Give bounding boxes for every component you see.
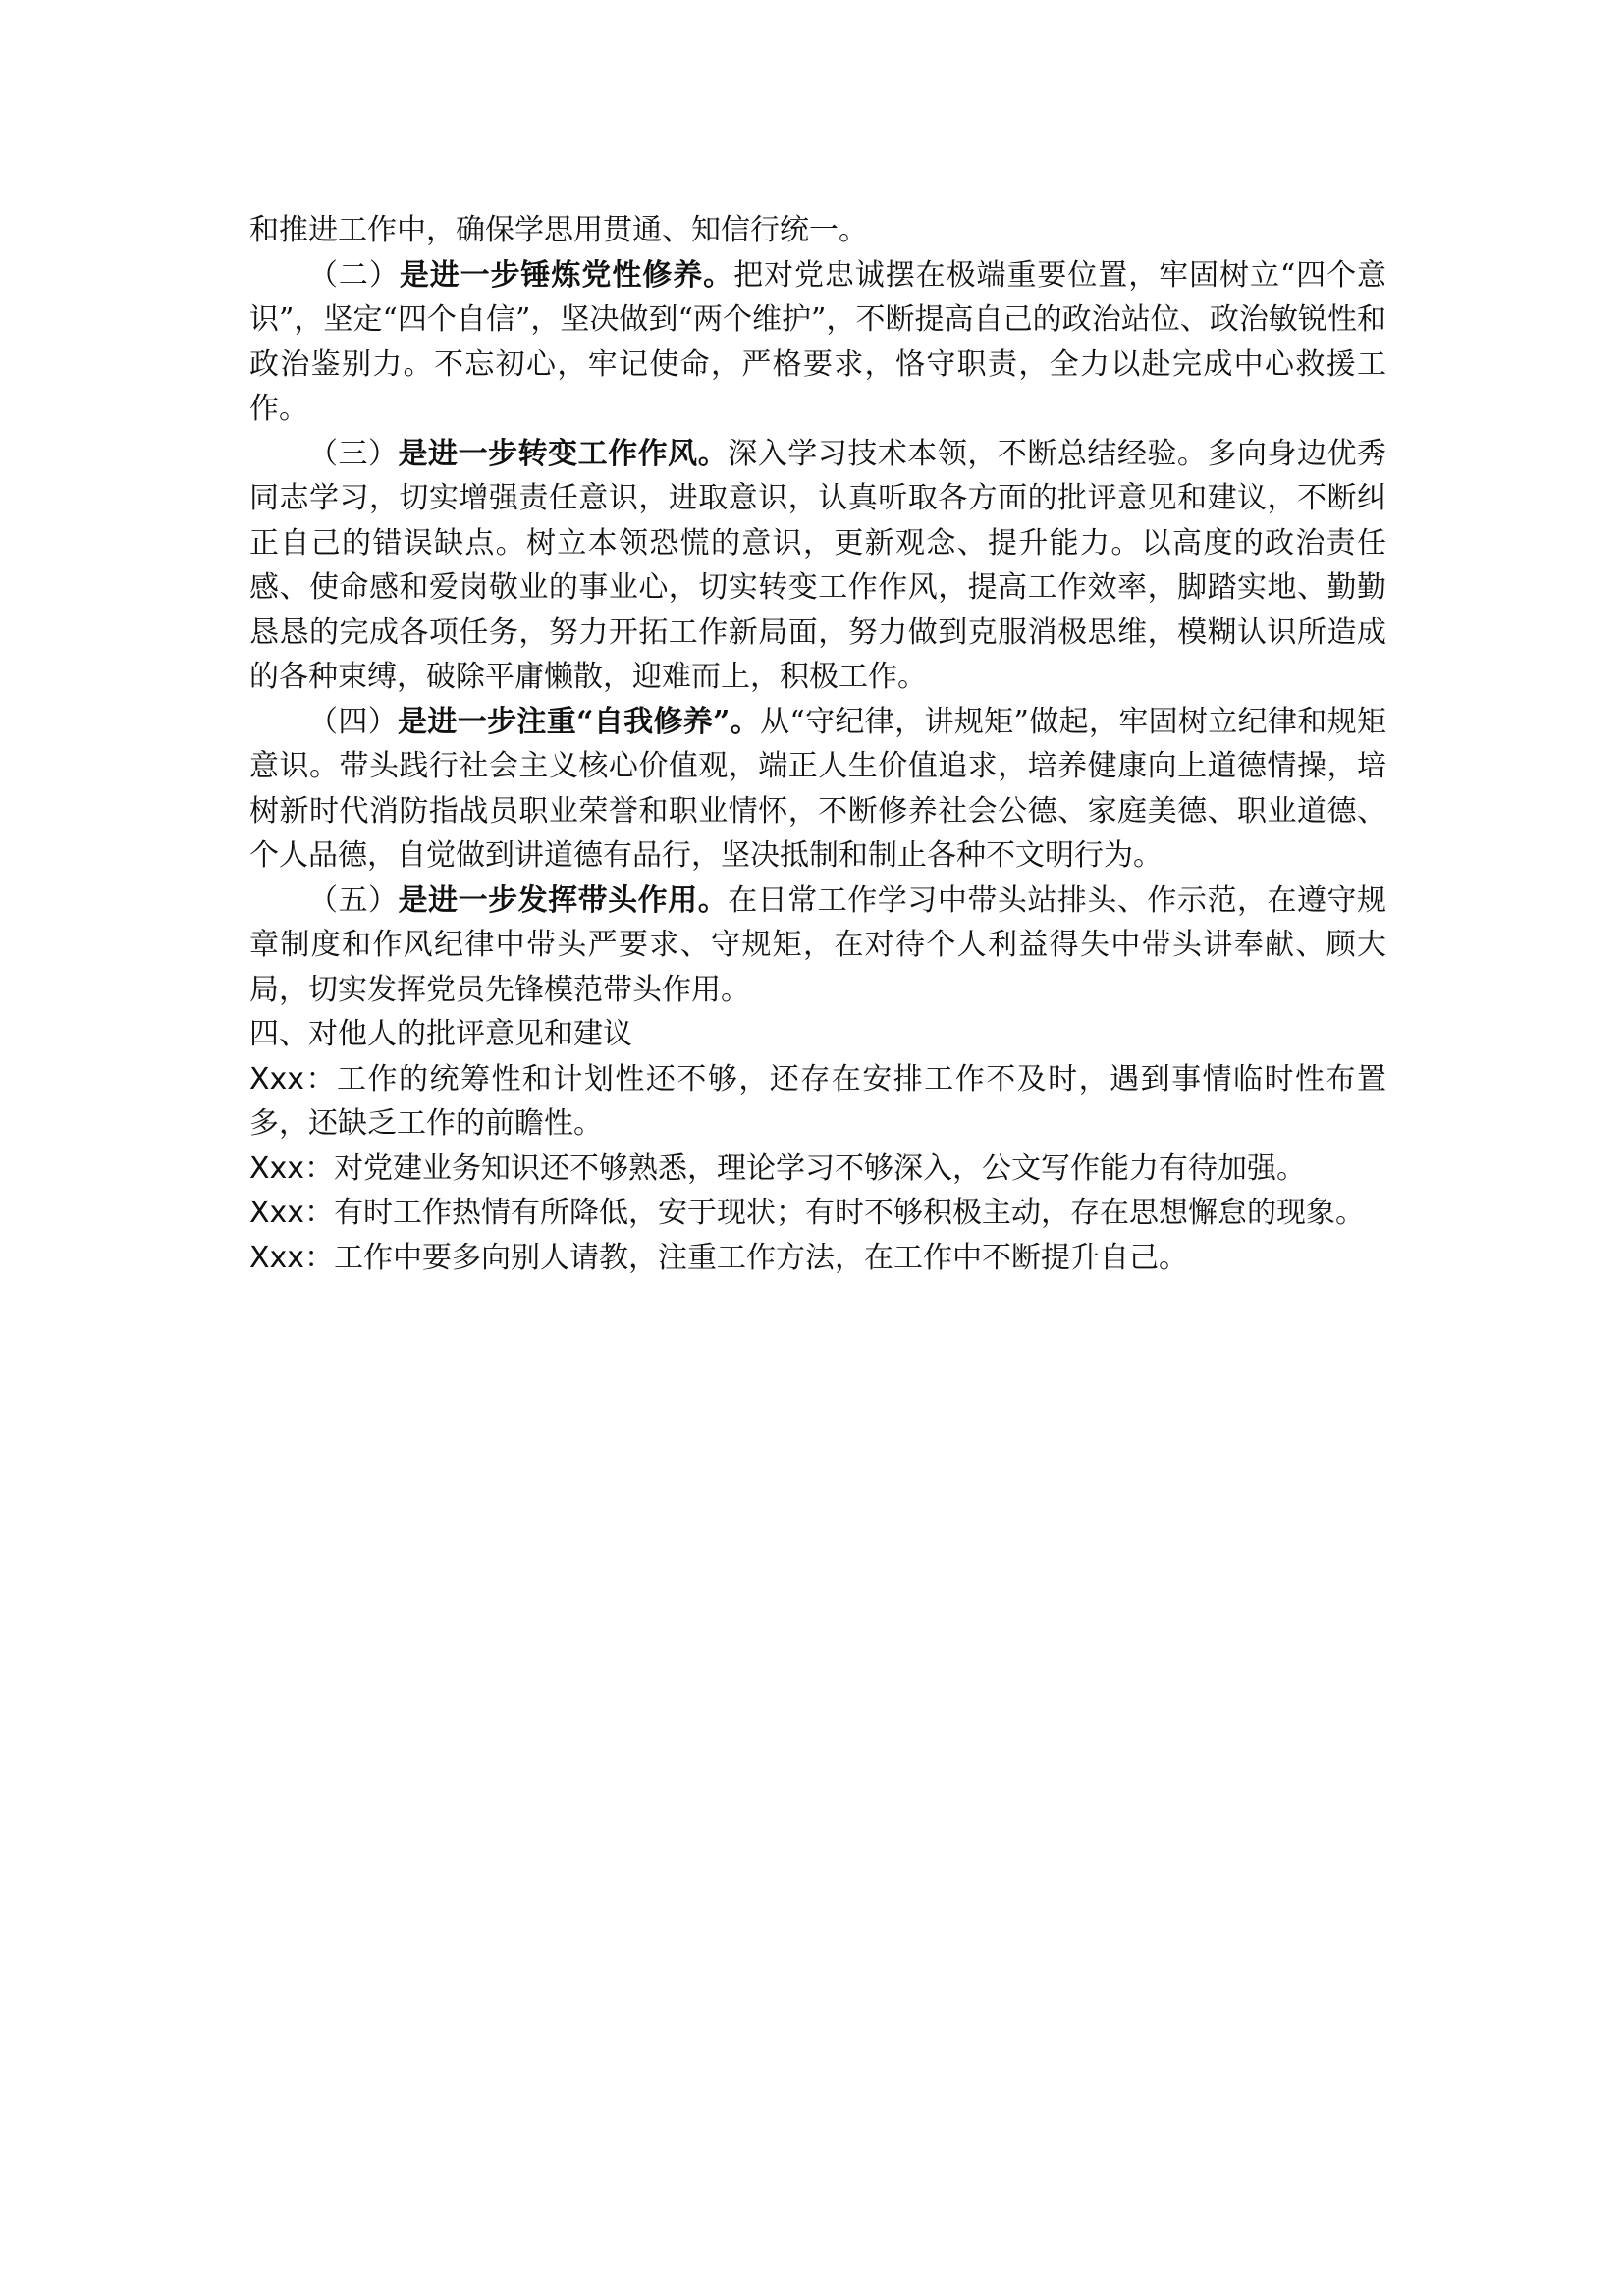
- point-body: 深入学习技术本领，不断总结经验。多向身边优秀同志学习，切实增强责任意识，进取意识，认真听取各方面的批评意见和建议，不断纠正自己的错误缺点。树立本领恐慌的意识，更新观念、提升能力。以高度的政治责任感、使命感和爱岗敬业的事业心，切实转变工作作风，提高工作效率，脚踏实地、勤勤恳恳的完成各项任务，努力开拓工作新局面，努力做到克服消极思维，模糊认识所造成的各种束缚，破除平庸懒散，迎难而上，积极工作。: [249, 436, 1387, 694]
- point-3: [249, 432, 1386, 700]
- comment-item: [249, 1057, 1386, 1147]
- point-heading: 是进一步锤炼党性修养。: [399, 257, 734, 293]
- point-4: [249, 700, 1386, 879]
- point-heading: 是进一步发挥带头作用。: [398, 882, 729, 918]
- point-heading: 是进一步转变工作作风。: [398, 436, 729, 471]
- point-2: [249, 253, 1386, 432]
- point-label: （三）: [308, 436, 399, 471]
- comment-text: 工作的统筹性和计划性还不够，还存在安排工作不及时，遇到事情临时性布置多，还缺乏工作的前瞻性。: [249, 1061, 1386, 1141]
- comment-separator: ：: [304, 1150, 335, 1186]
- point-body: 把对党忠诚摆在极端重要位置，牢固树立“四个意识”，坚定“四个自信”，坚决做到“两个维护”，不断提高自己的政治站位、政治敏锐性和政治鉴别力。不忘初心，牢记使命，严格要求，恪守职责，全力以赴完成中心救援工作。: [249, 257, 1387, 426]
- comment-name: Xxx: [249, 1061, 305, 1096]
- point-label: （二）: [308, 257, 400, 293]
- point-heading: 是进一步注重“自我修养”。: [398, 704, 761, 739]
- comment-name: Xxx: [249, 1240, 305, 1275]
- comment-text: 有时工作热情有所降低，安于现状；有时不够积极主动，存在思想懈怠的现象。: [334, 1196, 1366, 1230]
- point-body: 在日常工作学习中带头站排头、作示范，在遵守规章制度和作风纪律中带头严要求、守规矩，在对待个人利益得失中带头讲奉献、顾大局，切实发挥党员先锋模范带头作用。: [249, 882, 1387, 1007]
- comment-item: [249, 1236, 1386, 1281]
- comment-item: [249, 1147, 1386, 1192]
- comment-item: [249, 1191, 1386, 1236]
- comment-text: 工作中要多向别人请教，注重工作方法，在工作中不断提升自己。: [334, 1240, 1189, 1275]
- comment-separator: ：: [304, 1196, 335, 1230]
- document-body: [249, 208, 1386, 1280]
- point-5: [249, 879, 1386, 1013]
- point-label: （四）: [308, 704, 399, 739]
- section-title: 四、对他人的批评意见和建议: [249, 1017, 632, 1051]
- comment-name: Xxx: [249, 1196, 305, 1230]
- comment-separator: ：: [304, 1061, 338, 1096]
- intro-line: 和推进工作中，确保学思用贯通、知信行统一。: [249, 213, 868, 247]
- point-label: （五）: [308, 882, 399, 918]
- comment-text: 对党建业务知识还不够熟悉，理论学习不够深入，公文写作能力有待加强。: [334, 1150, 1307, 1186]
- comment-name: Xxx: [249, 1150, 305, 1186]
- comment-separator: ：: [304, 1240, 335, 1275]
- point-body: 从“守纪律，讲规矩”做起，牢固树立纪律和规矩意识。带头践行社会主义核心价值观，端正人生价值追求，培养健康向上道德情操，培树新时代消防指战员职业荣誉和职业情怀，不断修养社会公德、家庭美德、职业道德、个人品德，自觉做到讲道德有品行，坚决抵制和制止各种不文明行为。: [249, 704, 1386, 873]
